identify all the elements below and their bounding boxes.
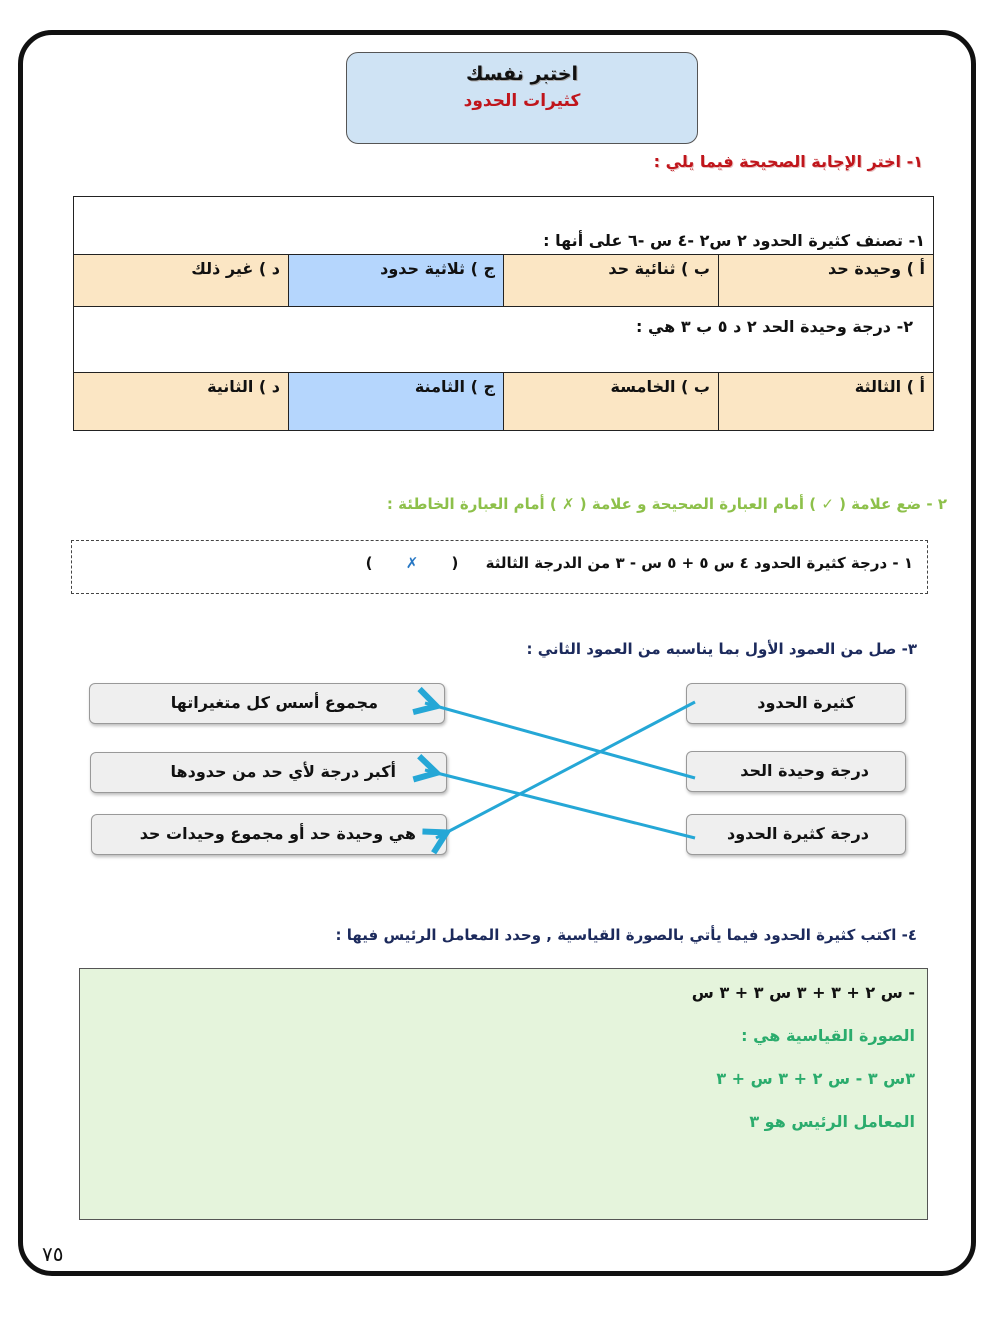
connector-line-3 [425, 770, 695, 838]
true-false-statement: ١ - درجة كثيرة الحدود ٤ س ٥ + ٥ س - ٣ من الدرجة الثالثة [485, 554, 913, 572]
question-2: ٢- درجة وحيدة الحد ٢ د ٥ ب ٣ هي : [74, 307, 934, 373]
q2-option-c-selected[interactable]: ج ) الثامنة [289, 373, 504, 431]
answer-box [79, 968, 928, 1220]
question-1: ١- تصنف كثيرة الحدود ٢ س٢ -٤ س -٦ على أنها : [74, 197, 934, 255]
section3-title: ٣- صل من العمود الأول بما يناسبه من العمود الثاني : [526, 640, 917, 658]
q1-option-d[interactable]: د ) غير ذلك [74, 255, 289, 307]
q1-option-a[interactable]: أ ) وحيدة حد [719, 255, 934, 307]
column1-item-polynomial-degree[interactable]: درجة كثيرة الحدود [686, 814, 906, 855]
connector-line-2 [425, 703, 695, 778]
column1-item-polynomial[interactable]: كثيرة الحدود [686, 683, 906, 724]
section1-title: ١- اختر الإجابة الصحيحة فيما يلي : [653, 152, 923, 171]
q2-option-d[interactable]: د ) الثانية [74, 373, 289, 431]
section4-title: ٤- اكتب كثيرة الحدود فيما يأتي بالصورة القياسية , وحدد المعامل الرئيس فيها : [335, 926, 917, 944]
leading-coefficient-answer: المعامل الرئيس هو ٣ [749, 1112, 915, 1131]
standard-form-answer: ٣س ٣ - س ٢ + ٣ س + ٣ [716, 1069, 915, 1088]
polynomial-expression: - س ٢ + ٣ + ٣ س ٣ + ٣ س [691, 983, 915, 1002]
q2-option-a[interactable]: أ ) الثالثة [719, 373, 934, 431]
page-number: ٧٥ [42, 1242, 64, 1266]
standard-form-label: الصورة القياسية هي : [741, 1026, 915, 1045]
q2-option-b[interactable]: ب ) الخامسة [504, 373, 719, 431]
q1-option-b[interactable]: ب ) ثنائية حد [504, 255, 719, 307]
column2-item-largest-degree[interactable]: أكبر درجة لأي حد من حدودها [90, 752, 447, 793]
q1-option-c-selected[interactable]: ج ) ثلاثية حدود [289, 255, 504, 307]
true-false-box: ١ - درجة كثيرة الحدود ٤ س ٥ + ٥ س - ٣ من الدرجة الثالثة ( ✗ ) [71, 540, 928, 594]
column2-item-sum-exponents[interactable]: مجموع أسس كل متغيراتها [89, 683, 445, 724]
connector-line-1 [436, 702, 695, 838]
wrong-mark-icon[interactable]: ✗ [405, 554, 419, 572]
page-title: اختبر نفسك [466, 63, 578, 85]
column1-item-monomial-degree[interactable]: درجة وحيدة الحد [686, 751, 906, 792]
page-subtitle: كثيرات الحدود [463, 91, 581, 111]
column2-item-monomial-sum[interactable]: هي وحيدة حد أو مجموع وحيدات حد [91, 814, 447, 855]
section2-title: ٢ - ضع علامة ( ✓ ) أمام العبارة الصحيحة و علامة ( ✗ ) أمام العبارة الخاطئة : [386, 495, 947, 513]
